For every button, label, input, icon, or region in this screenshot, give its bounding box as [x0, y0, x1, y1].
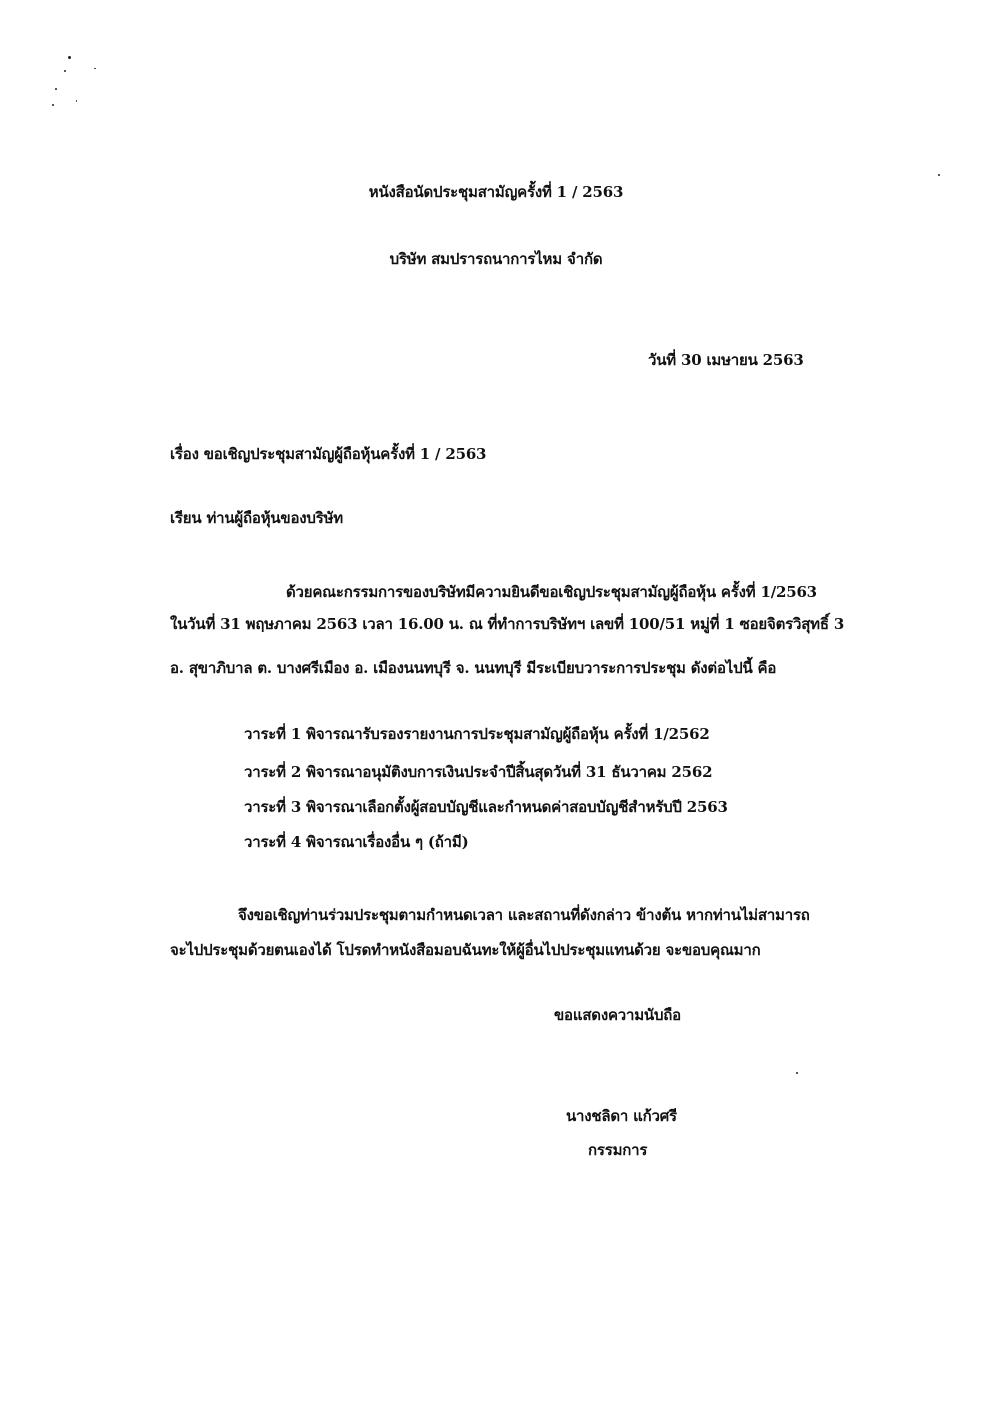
agenda-item: วาระที่ 1 พิจารณารับรองรายงานการประชุมสามัญผู้ถือหุ้น ครั้งที่ 1/2562 [244, 725, 710, 743]
closing-regards: ขอแสดงความนับถือ [554, 1006, 681, 1024]
scan-speck [76, 100, 77, 102]
body-line: ในวันที่ 31 พฤษภาคม 2563 เวลา 16.00 น. ณ ที่ทำการบริษัทฯ เลขที่ 100/51 หมู่ที่ 1 ซอยจิตรวิสุทธิ์ 3 [170, 615, 845, 633]
company-name: บริษัท สมปรารถนาการไหม จำกัด [389, 250, 603, 268]
agenda-item: วาระที่ 3 พิจารณาเลือกตั้งผู้สอบบัญชีและกำหนดค่าสอบบัญชีสำหรับปี 2563 [244, 798, 728, 816]
letter-date: วันที่ 30 เมษายน 2563 [648, 351, 804, 369]
body-line: อ. สุขาภิบาล ต. บางศรีเมือง อ. เมืองนนทบุรี จ. นนทบุรี มีระเบียบวาระการประชุม ดังต่อไปนี้ คือ [170, 659, 777, 677]
scan-speck [68, 56, 71, 59]
scan-speck [94, 68, 96, 69]
signer-name: นางชลิดา แก้วศรี [566, 1107, 677, 1125]
scan-speck [55, 88, 57, 90]
notice-title: หนังสือนัดประชุมสามัญครั้งที่ 1 / 2563 [368, 183, 624, 201]
agenda-item: วาระที่ 2 พิจารณาอนุมัติงบการเงินประจำปีสิ้นสุดวันที่ 31 ธันวาคม 2562 [244, 763, 713, 781]
body-line: ด้วยคณะกรรมการของบริษัทมีความยินดีขอเชิญประชุมสามัญผู้ถือหุ้น ครั้งที่ 1/2563 [286, 583, 817, 601]
agenda-item: วาระที่ 4 พิจารณาเรื่องอื่น ๆ (ถ้ามี) [244, 833, 469, 851]
scan-speck [796, 1072, 798, 1074]
letter-salutation: เรียน ท่านผู้ถือหุ้นของบริษัท [170, 509, 343, 527]
closing-line: จะไปประชุมด้วยตนเองได้ โปรดทำหนังสือมอบฉันทะให้ผู้อื่นไปประชุมแทนด้วย จะขอบคุณมาก [170, 941, 761, 959]
scan-speck [64, 70, 66, 72]
letter-subject: เรื่อง ขอเชิญประชุมสามัญผู้ถือหุ้นครั้งที่ 1 / 2563 [170, 445, 487, 463]
scan-speck [938, 174, 940, 176]
closing-line: จึงขอเชิญท่านร่วมประชุมตามกำหนดเวลา และสถานที่ดังกล่าว ข้างต้น หากท่านไม่สามารถ [238, 906, 810, 924]
signer-title: กรรมการ [588, 1141, 648, 1159]
scan-speck [52, 104, 54, 106]
